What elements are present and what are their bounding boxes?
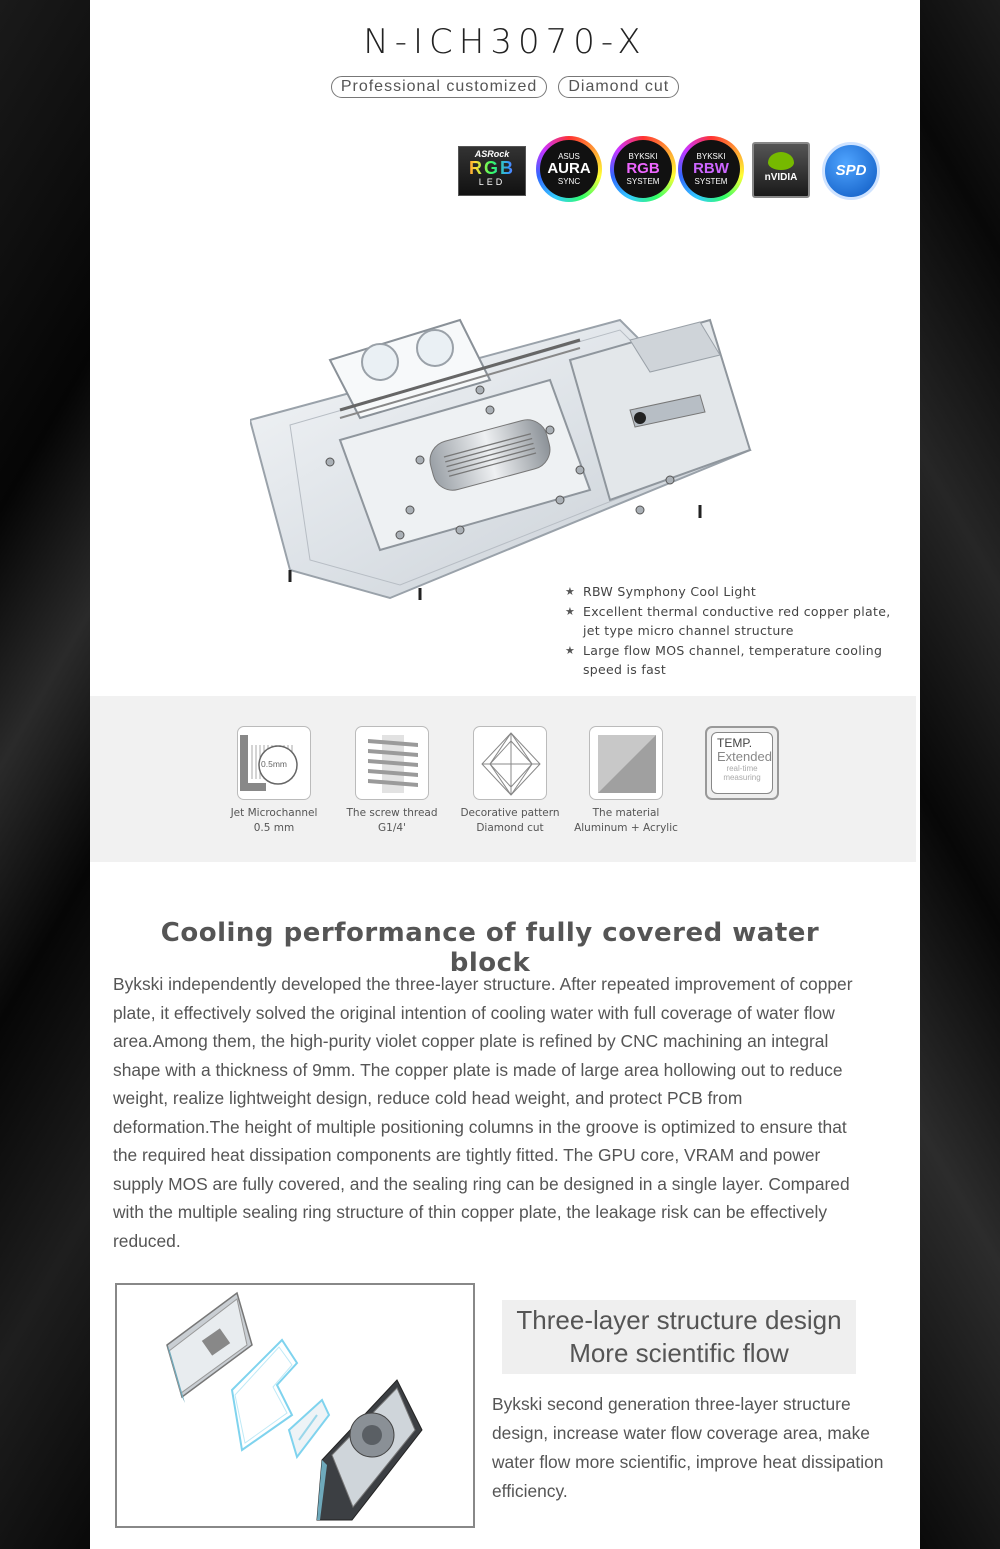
bykski-rgb-top: BYKSKI [628,152,658,161]
temp-extended: Extended [717,749,772,764]
bykski-rgb-sub: SYSTEM [626,177,660,186]
feature-screw-thread [327,726,457,836]
aura-sub: SYNC [557,177,581,186]
three-layer-title: Three-layer structure design [516,1305,842,1335]
water-block-image [250,300,760,610]
screw-thread-icon [355,726,429,800]
product-tags [90,76,920,98]
bykski-rbw-top: BYKSKI [696,152,726,161]
three-layer-diagram [115,1283,475,1528]
feature-material [561,726,691,836]
feature-diamond-cut [445,726,575,836]
feature-micro-channel [209,726,339,836]
spd-logo: SPD [822,142,880,200]
feature-item [565,602,895,640]
asrock-rgb-logo [458,146,526,196]
three-layer-heading [502,1300,856,1374]
feature-list [565,582,895,680]
three-layer-subtitle: More scientific flow [569,1338,789,1368]
micro-channel-badge: 0.5mm [261,759,287,769]
background-left [0,0,90,1549]
feature-item [565,582,895,601]
tag-diamond-cut: Diamond cut [558,76,679,98]
aura-top: ASUS [558,152,580,161]
feature-line: Excellent thermal conductive red copper plate, [583,604,891,619]
feature-label: The screw thread [346,807,438,819]
feature-value: G1/4' [378,822,406,834]
aura-main: AURA [547,160,591,177]
diamond-pattern-icon [473,726,547,800]
feature-label: Jet Microchannel [230,807,318,819]
three-layer-description: Bykski second generation three-layer structure design, increase water flow coverage area, make water flow more scientific, improve heat dissipation efficiency. [492,1394,884,1501]
tag-professional: Professional customized [331,76,547,98]
feature-label: The material [592,807,660,819]
feature-item [565,641,895,679]
nvidia-text: nVIDIA [764,172,798,183]
feature-temp [677,726,807,800]
aura-sync-logo [536,136,602,202]
temp-icon [705,726,779,800]
asrock-sub: LED [478,177,506,187]
material-icon [589,726,663,800]
feature-value: Diamond cut [476,822,544,834]
asrock-main: RGB [459,159,525,177]
nvidia-logo [752,142,810,198]
feature-value: Aluminum + Acrylic [574,822,678,834]
feature-icon-band [90,696,916,862]
temp-realtime: real-time [726,764,758,773]
background-right [920,0,1000,1549]
cooling-description: Bykski independently developed the three-layer structure. After repeated improvement of copper plate, it effectively solved the original intention of cooling water with full coverage of water flow area.Among them, the high-purity violet copper plate is refined by CNC machining an integral shape with a thickness of 9mm. The copper plate is made of large area hollowing out to reduce weight, realize lightweight design, reduce cold head weight, and protect PCB from deformation.The height of multiple positioning columns in the groove is optimized to ensure that the required heat dissipation components are tightly fitted. The GPU core, VRAM and power supply MOS are fully covered, and the sealing ring can be designed in a single layer. Compared with the multiple sealing ring structure of thin copper plate, the leakage risk can be effectively reduced. [113,974,853,1251]
feature-line: speed is fast [583,662,667,677]
bykski-rgb-main: RGB [626,160,660,177]
nvidia-eye-icon [768,152,794,170]
feature-line: jet type micro channel structure [583,623,794,638]
temp-label: TEMP. [717,736,753,750]
bykski-rbw-logo [678,136,744,202]
bykski-rbw-sub: SYSTEM [694,177,728,186]
product-page [90,0,920,1549]
bykski-rgb-logo [610,136,676,202]
temp-measuring: measuring [723,773,761,782]
micro-channel-icon [237,726,311,800]
feature-value: 0.5 mm [253,822,295,834]
feature-line: RBW Symphony Cool Light [583,584,757,599]
bykski-rbw-main: RBW [693,160,729,177]
feature-line: Large flow MOS channel, temperature cooling [583,643,883,658]
cooling-heading: Cooling performance of fully covered water block [160,918,820,978]
product-title: N-ICH3070-X [363,22,647,62]
feature-label: Decorative pattern [460,807,560,819]
asrock-brand: ASRock [474,149,510,159]
